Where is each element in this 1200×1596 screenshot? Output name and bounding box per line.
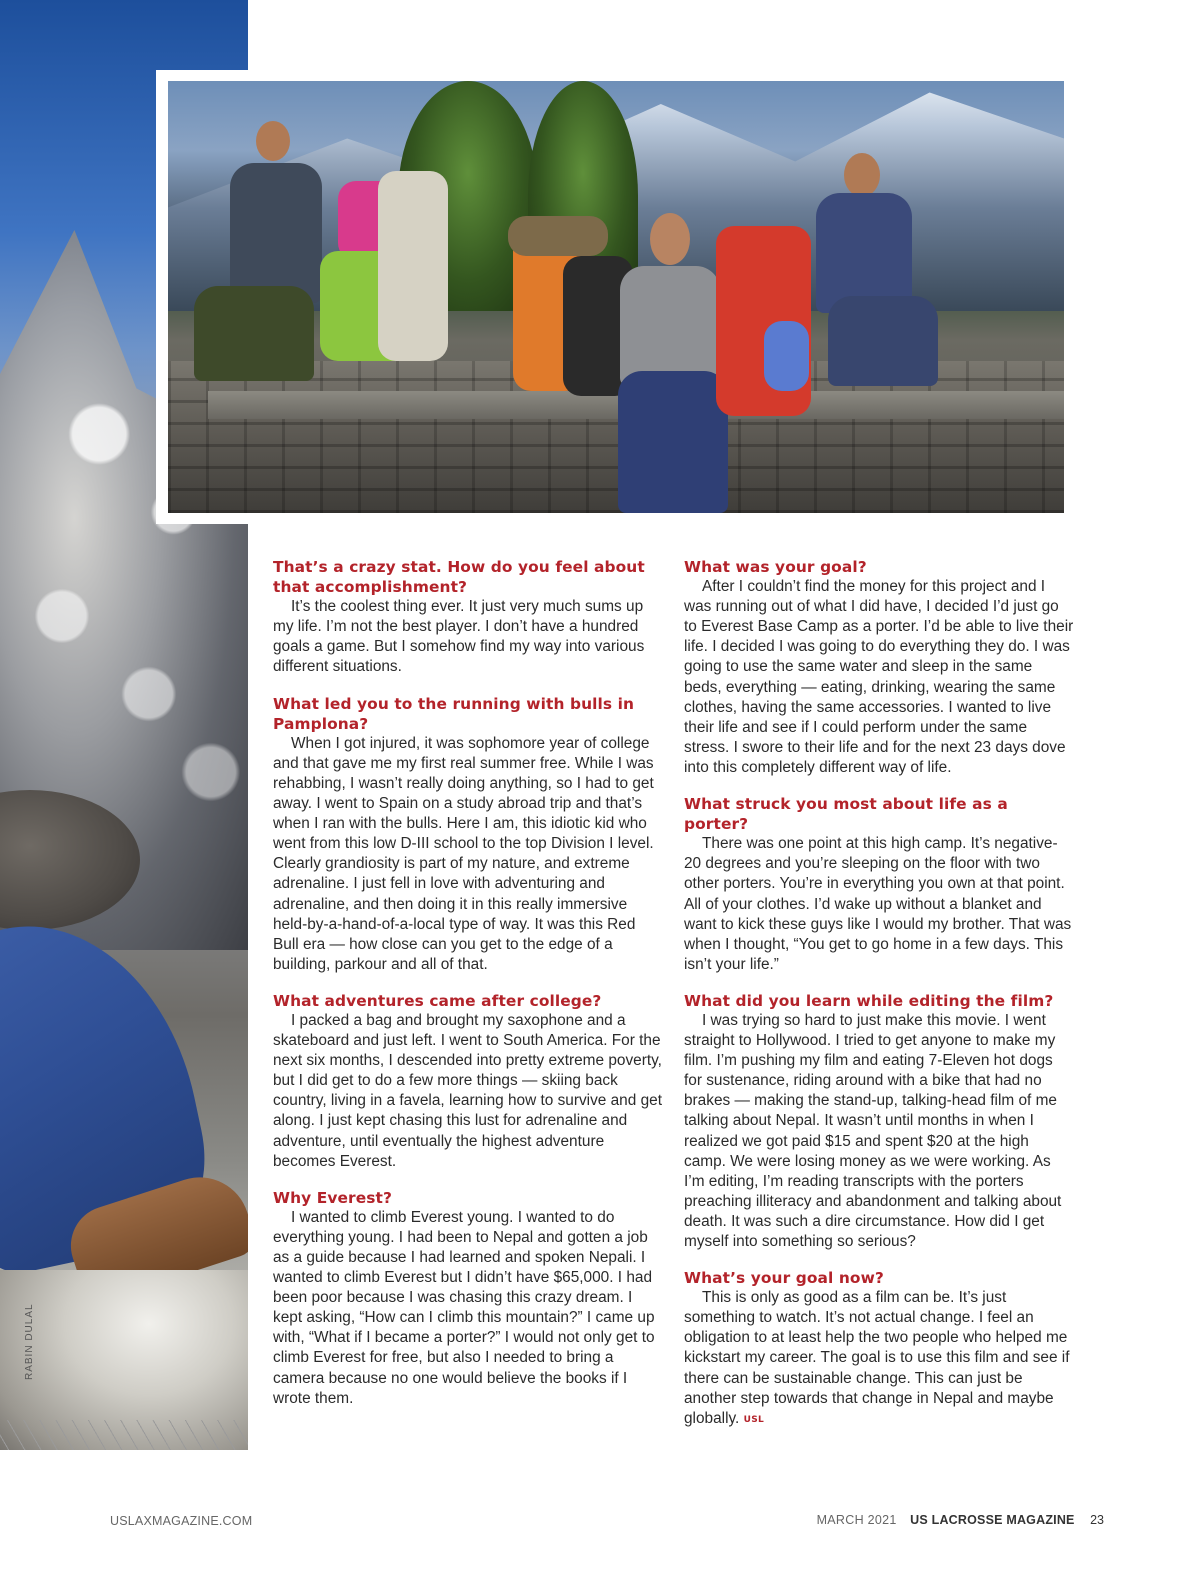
decorative-hatch [0,1420,248,1450]
question-heading: What struck you most about life as a porter? [684,795,1008,834]
person-body [816,193,912,313]
page-number: 23 [1090,1513,1104,1527]
person-body [620,266,720,386]
person-legs [618,371,728,513]
person-head [650,213,690,265]
photo-credit: RABIN DULAL [24,1303,35,1380]
qa-block [273,557,663,678]
answer-text: This is only as good as a film can be. It’s just something to watch. It’s not actual change. I feel an obligation to at least help the two people who helped me kickstart my career. The goal is to use this film and see if there can be sustainable change. This can just be another step towards that change in Nepal and maybe globally. [684,1289,1070,1427]
porters-photo [168,81,1064,513]
qa-block [684,991,1074,1252]
person-legs [194,286,314,381]
question-heading: That’s a crazy stat. How do you feel about that accomplishment? [273,558,645,597]
backpack [508,216,608,256]
person-head [844,153,880,197]
backpack [764,321,809,391]
question-heading: What was your goal? [684,558,867,576]
question-heading: What did you learn while editing the film? [684,991,1054,1010]
answer-paragraph: When I got injured, it was sophomore year of college and that gave me my first real summer free. While I was rehabbing, I wasn’t really doing anything, so I had to get away. I went to Spain on a study abroad trip and that’s when I ran with the bulls. Here I am, this idiotic kid who went from this low D-III school to the top Division I level. Clearly grandiosity is part of my nature, and extreme adrenaline. I just fell in love with adventuring and adrenaline, and then doing it in this really immersive held-by-a-hand-of-a-local type of way. It was this Red Bull era — how close can you get to the edge of a building, parkour and all of that. [273,734,654,973]
person-body [230,163,322,303]
article-column-left [273,557,663,1425]
person-legs [828,296,938,386]
qa-block [684,794,1074,975]
footer-date: MARCH 2021 [816,1513,897,1527]
question-heading: What led you to the running with bulls in Pamplona? [273,694,635,733]
answer-paragraph: After I couldn’t find the money for this project and I was running out of what I did have, I decided I’d just go to Everest Base Camp as a porter. I’d be able to live their life. I decided I was going to do everything they do. I was going to use the same water and sleep in the same beds, everything — eating, drinking, wearing the same clothes, having the same accessories. I wanted to live their life and see if I could perform under the same stress. I swore to their life and for the next 23 days dove into this completely different way of life. [684,578,1074,776]
footer-folio [817,1513,1104,1527]
backpack [378,171,448,361]
qa-block [273,694,663,975]
answer-paragraph: I packed a bag and brought my saxophone and a skateboard and just left. I went to South America. For the next six months, I descended into pretty extreme poverty, but I did get to do a few more things — skiing back country, living in a favela, learning how to survive and get along. I just kept chasing this lust for adrenaline and adventure, until eventually the highest adventure becomes Everest. [273,1011,662,1170]
answer-paragraph: There was one point at this high camp. It’s negative-20 degrees and you’re sleeping on the floor with two other porters. You’re in everything you own at that point. All of your clothes. I’d wake up without a blanket and want to kick these guys like I would my brother. That was when I thought, “You get to go home in a few days. This isn’t your life.” [684,835,1072,973]
question-heading: What adventures came after college? [273,991,602,1010]
qa-block [684,557,1074,778]
answer-paragraph: It’s the coolest thing ever. It just very much sums up my life. I’m not the best player. I don’t have a hundred goals a game. But I somehow find my way into various different situations. [273,598,645,676]
answer-paragraph: I was trying so hard to just make this movie. I went straight to Hollywood. I tried to get anyone to make my film. I’m pushing my film and eating 7-Eleven hot dogs for sustenance, riding around with a bike that had no brakes — making the stand-up, talking-head film of me talking about Nepal. It wasn’t until months in when I realized we got paid $15 and spent $20 at the high camp. We were losing money as we were working. As I’m editing, I’m reading transcripts with the porters preaching illiteracy and abandonment and talking about death. It was such a dire circumstance. How did I get myself into something so serious? [684,1011,1062,1250]
answer-paragraph [684,1288,1074,1430]
qa-block [684,1268,1074,1430]
end-mark: USL [743,1414,765,1425]
footer-website: USLAXMAGAZINE.COM [110,1514,253,1528]
question-heading: Why Everest? [273,1188,392,1207]
answer-paragraph: I wanted to climb Everest young. I wanted to do everything young. I had been to Nepal and gotten a job as a guide because I had learned and spoken Nepali. I wanted to climb Everest but I didn’t have $65,000. I had been poor because I was chasing this crazy dream. I kept asking, “How can I climb this mountain?” I came up with, “What if I became a porter?” I would not only get to climb Everest for free, but also I needed to bring a camera because no one would believe the books if I wrote them. [273,1208,655,1407]
qa-block [273,1188,663,1409]
article-column-right [684,557,1074,1446]
question-heading: What’s your goal now? [684,1269,884,1288]
person-head [256,121,290,161]
qa-block [273,991,663,1172]
footer-magazine-name: US LACROSSE MAGAZINE [910,1513,1075,1527]
